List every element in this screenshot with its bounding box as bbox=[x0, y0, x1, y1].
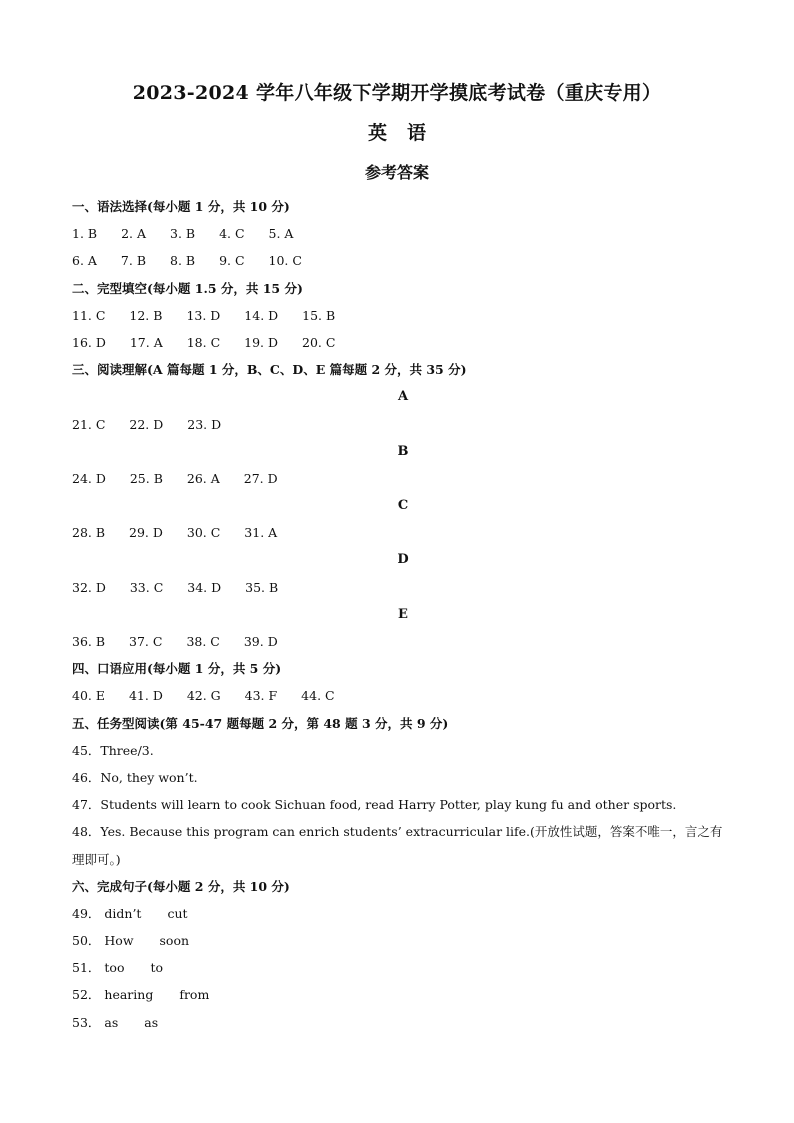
answer-row bbox=[72, 302, 732, 329]
answer-row bbox=[72, 220, 732, 247]
answer-item: 20. C bbox=[302, 334, 336, 350]
answer-item: 9. C bbox=[219, 253, 245, 269]
answer-item: 19. D bbox=[244, 334, 279, 350]
answer-item: 22. D bbox=[129, 416, 164, 432]
answer-word: as bbox=[144, 1014, 159, 1030]
answer-item: 37. C bbox=[129, 634, 163, 649]
question-number: 50． bbox=[72, 933, 101, 949]
answer-item: 34. D bbox=[187, 579, 222, 595]
subject-title: 英语 bbox=[367, 122, 446, 144]
answer-line: 48．Yes. Because this program can enrich students’ extracurricular life.(开放性试题，答案不唯一，言之有理即可。) bbox=[72, 824, 723, 867]
answer-item: 41. D bbox=[128, 688, 163, 704]
answer-word: as bbox=[104, 1014, 119, 1030]
answer-item: 30. C bbox=[186, 525, 221, 541]
answer-item: 4. C bbox=[219, 226, 245, 242]
sentence-answer bbox=[72, 981, 732, 1008]
answer-item: 32. D bbox=[72, 579, 106, 595]
section-heading: 一、语法选择(每小题 1 分，共 10 分) bbox=[72, 199, 290, 214]
answer-item: 33. C bbox=[129, 579, 164, 595]
passage-label: E bbox=[398, 606, 408, 622]
answer-word: didn’t bbox=[104, 905, 142, 921]
question-number: 51． bbox=[72, 960, 101, 976]
passage-label: A bbox=[397, 389, 409, 405]
sentence-answer bbox=[72, 900, 732, 927]
answer-item: 26. A bbox=[186, 470, 220, 486]
answer-row bbox=[72, 329, 732, 356]
answer-item: 44. C bbox=[301, 688, 335, 704]
answer-item: 38. C bbox=[186, 634, 220, 649]
sentence-answer bbox=[72, 927, 732, 954]
answer-item: 3. B bbox=[170, 226, 196, 242]
answer-item: 14. D bbox=[244, 307, 279, 323]
answer-word: too bbox=[104, 960, 125, 976]
answer-item: 29. D bbox=[129, 525, 163, 541]
answer-word: cut bbox=[167, 905, 188, 921]
answers-content bbox=[72, 193, 732, 1036]
answer-item: 2. A bbox=[121, 226, 147, 242]
section-heading: 四、口语应用(每小题 1 分，共 5 分) bbox=[72, 661, 282, 677]
answer-item: 8. B bbox=[170, 253, 196, 269]
answer-item: 24. D bbox=[72, 470, 106, 486]
answer-word: hearing bbox=[104, 987, 154, 1003]
sentence-answer bbox=[72, 1009, 732, 1036]
passage-label: B bbox=[397, 443, 409, 459]
answer-item: 17. A bbox=[129, 334, 163, 350]
answer-item: 21. C bbox=[72, 416, 106, 432]
answer-row bbox=[72, 519, 732, 546]
answer-item: 40. E bbox=[72, 688, 105, 704]
answer-item: 16. D bbox=[72, 334, 106, 350]
question-number: 49． bbox=[72, 905, 101, 921]
answer-item: 36. B bbox=[72, 634, 106, 649]
answer-item: 10. C bbox=[268, 253, 302, 269]
section-heading: 五、任务型阅读(第 45-47 题每题 2 分，第 48 题 3 分，共 9 分) bbox=[72, 715, 449, 731]
answer-word: to bbox=[150, 960, 164, 976]
section-heading: 二、完型填空(每小题 1.5 分，共 15 分) bbox=[72, 280, 303, 296]
answer-item: 31. A bbox=[244, 525, 278, 541]
answer-item: 27. D bbox=[243, 470, 278, 486]
answer-item: 15. B bbox=[302, 307, 336, 323]
answer-row bbox=[72, 574, 732, 601]
answer-item: 43. F bbox=[244, 688, 278, 704]
answer-word: from bbox=[179, 987, 210, 1003]
answer-row bbox=[72, 465, 732, 492]
answer-word: How bbox=[104, 933, 134, 949]
passage-label: D bbox=[397, 552, 409, 568]
answers-heading: 参考答案 bbox=[364, 163, 429, 182]
exam-title: 2023-2024 学年八年级下学期开学摸底考试卷（重庆专用） bbox=[132, 82, 662, 104]
section-heading: 六、完成句子(每小题 2 分，共 10 分) bbox=[72, 878, 290, 894]
answer-item: 13. D bbox=[186, 307, 221, 323]
answer-line: 45．Three/3. bbox=[72, 742, 154, 758]
answer-word: soon bbox=[159, 933, 190, 949]
answer-item: 35. B bbox=[245, 579, 279, 595]
answer-item: 6. A bbox=[72, 253, 97, 269]
answer-line: 47．Students will learn to cook Sichuan food, read Harry Potter, play kung fu and other sports. bbox=[72, 797, 677, 813]
answer-item: 42. G bbox=[186, 688, 221, 704]
answer-item: 11. C bbox=[72, 307, 106, 323]
answer-item: 23. D bbox=[187, 416, 222, 432]
answer-item: 28. B bbox=[72, 525, 106, 541]
question-number: 53． bbox=[72, 1014, 101, 1030]
answer-item: 25. B bbox=[129, 470, 163, 486]
answer-item: 5. A bbox=[268, 226, 294, 242]
sentence-answer bbox=[72, 954, 732, 981]
answer-item: 1. B bbox=[72, 226, 98, 242]
answer-item: 12. B bbox=[129, 307, 163, 323]
answer-row bbox=[72, 682, 732, 709]
question-number: 52． bbox=[72, 987, 101, 1003]
answer-item: 18. C bbox=[186, 334, 221, 350]
answer-row bbox=[72, 628, 732, 655]
answer-row bbox=[72, 411, 732, 438]
passage-label: C bbox=[397, 498, 409, 514]
section-heading: 三、阅读理解(A 篇每题 1 分，B、C、D、E 篇每题 2 分，共 35 分) bbox=[72, 362, 467, 378]
answer-line: 46．No, they won’t. bbox=[72, 769, 198, 785]
answer-row bbox=[72, 247, 732, 274]
answer-item: 39. D bbox=[243, 634, 278, 649]
answer-item: 7. B bbox=[120, 253, 147, 269]
